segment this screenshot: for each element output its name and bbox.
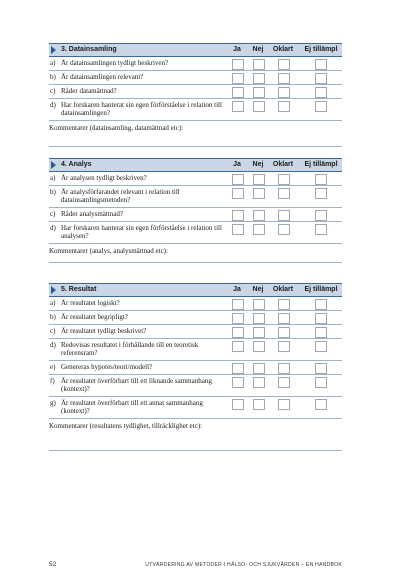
- section-title: 5. Resultat: [61, 285, 97, 293]
- checkbox-nej[interactable]: [253, 363, 265, 374]
- checkbox-ja[interactable]: [232, 87, 244, 98]
- question-label: c): [50, 87, 56, 95]
- comment-label: Kommentarer (datainsamling, datamättnad etc):: [49, 124, 184, 132]
- column-ja: Ja: [233, 285, 241, 293]
- question-text: Har forskaren hanterat sin egen förförståelse i relation till analysen?: [61, 224, 222, 240]
- checkbox-nej[interactable]: [253, 327, 265, 338]
- question-label: d): [50, 341, 56, 349]
- question-label: b): [50, 73, 56, 81]
- question-label: a): [50, 299, 56, 307]
- checkbox-oklart[interactable]: [278, 399, 290, 410]
- question-row: [49, 85, 342, 99]
- checkbox-nej[interactable]: [253, 174, 265, 185]
- question-text: Är resultatet tydligt beskrivet?: [61, 327, 147, 335]
- section-title: 4. Analys: [61, 160, 92, 168]
- checkbox-ej-tillampl[interactable]: [315, 327, 327, 338]
- question-text: Redovisas resultatet i förhållande till en teoretisk referensram?: [61, 341, 199, 357]
- question-row: [49, 339, 342, 361]
- checkbox-oklart[interactable]: [278, 299, 290, 310]
- question-row: [49, 311, 342, 325]
- column-oklart: Oklart: [272, 285, 294, 293]
- checkbox-oklart[interactable]: [278, 59, 290, 70]
- question-text: Är analysförfarandet relevant i relation till datainsamlingsmetoden?: [61, 188, 180, 204]
- page-footer: [49, 561, 342, 571]
- checkbox-ej-tillampl[interactable]: [315, 87, 327, 98]
- checkbox-oklart[interactable]: [278, 174, 290, 185]
- question-label: f): [50, 377, 55, 385]
- question-text: Är resultatet logiskt?: [61, 299, 120, 307]
- comment-field[interactable]: [49, 419, 342, 450]
- checkbox-nej[interactable]: [253, 341, 265, 352]
- checkbox-ja[interactable]: [232, 73, 244, 84]
- question-text: Har forskaren hanterat sin egen förförståelse i relation till datainsamlingen?: [61, 101, 222, 117]
- checkbox-ej-tillampl[interactable]: [315, 363, 327, 374]
- comment-label: Kommentarer (analys, analysmättnad etc):: [49, 247, 168, 255]
- checkbox-ej-tillampl[interactable]: [315, 377, 327, 388]
- question-row: [49, 186, 342, 208]
- column-ej-tillampl: Ej tillämpl: [304, 45, 338, 53]
- checkbox-nej[interactable]: [253, 87, 265, 98]
- checkbox-oklart[interactable]: [278, 313, 290, 324]
- question-row: [49, 57, 342, 71]
- question-label: b): [50, 188, 56, 196]
- column-ja: Ja: [233, 45, 241, 53]
- checkbox-ja[interactable]: [232, 299, 244, 310]
- section-analys: [49, 158, 342, 263]
- checkbox-oklart[interactable]: [278, 210, 290, 221]
- comment-line: [49, 450, 342, 451]
- checkbox-nej[interactable]: [253, 188, 265, 199]
- question-row: [49, 325, 342, 339]
- checkbox-ja[interactable]: [232, 188, 244, 199]
- checkbox-oklart[interactable]: [278, 188, 290, 199]
- checkbox-ej-tillampl[interactable]: [315, 313, 327, 324]
- checkbox-oklart[interactable]: [278, 341, 290, 352]
- checkbox-nej[interactable]: [253, 101, 265, 112]
- column-ej-tillampl: Ej tillämpl: [304, 160, 338, 168]
- checkbox-ej-tillampl[interactable]: [315, 174, 327, 185]
- book-title: UTVÄRDERING AV METODER I HÄLSO- OCH SJUKVÅRDEN – EN HANDBOK: [145, 562, 342, 568]
- checkbox-ej-tillampl[interactable]: [315, 299, 327, 310]
- question-row: [49, 208, 342, 222]
- checkbox-ja[interactable]: [232, 313, 244, 324]
- arrow-right-icon: [51, 161, 56, 169]
- checkbox-ja[interactable]: [232, 210, 244, 221]
- checkbox-oklart[interactable]: [278, 327, 290, 338]
- column-oklart: Oklart: [272, 45, 294, 53]
- checkbox-ja[interactable]: [232, 174, 244, 185]
- column-nej: Nej: [252, 285, 264, 293]
- column-nej: Nej: [252, 45, 264, 53]
- question-label: b): [50, 313, 56, 321]
- section-datainsamling: [49, 43, 342, 147]
- question-row: [49, 71, 342, 85]
- question-label: a): [50, 59, 56, 67]
- question-text: Är datainsamlingen tydligt beskriven?: [61, 59, 169, 67]
- column-ej-tillampl: Ej tillämpl: [304, 285, 338, 293]
- comment-line: [49, 146, 342, 147]
- checkbox-oklart[interactable]: [278, 224, 290, 235]
- question-label: c): [50, 210, 56, 218]
- question-text: Är datainsamlingen relevant?: [61, 73, 144, 81]
- checkbox-ej-tillampl[interactable]: [315, 59, 327, 70]
- checkbox-oklart[interactable]: [278, 101, 290, 112]
- checkbox-ej-tillampl[interactable]: [315, 210, 327, 221]
- column-nej: Nej: [252, 160, 264, 168]
- column-oklart: Oklart: [272, 160, 294, 168]
- checkbox-nej[interactable]: [253, 299, 265, 310]
- column-ja: Ja: [233, 160, 241, 168]
- question-row: [49, 397, 342, 419]
- question-text: Råder analysmättnad?: [61, 210, 124, 218]
- section-header: [49, 158, 342, 172]
- checkbox-ja[interactable]: [232, 327, 244, 338]
- checkbox-nej[interactable]: [253, 313, 265, 324]
- question-text: Råder datamättnad?: [61, 87, 117, 95]
- question-row: [49, 222, 342, 244]
- checkbox-ej-tillampl[interactable]: [315, 341, 327, 352]
- question-text: Är analysen tydligt beskriven?: [61, 174, 147, 182]
- comment-line: [49, 262, 342, 263]
- question-text: Genereras hypotes/teori/modell?: [61, 363, 153, 371]
- checkbox-nej[interactable]: [253, 59, 265, 70]
- comment-field[interactable]: [49, 121, 342, 146]
- checkbox-oklart[interactable]: [278, 363, 290, 374]
- comment-field[interactable]: [49, 244, 342, 262]
- comment-label: Kommentarer (resultatens tydlighet, tillräcklighet etc):: [49, 422, 202, 430]
- checkbox-ej-tillampl[interactable]: [315, 101, 327, 112]
- section-header: [49, 283, 342, 297]
- checkbox-nej[interactable]: [253, 224, 265, 235]
- checkbox-oklart[interactable]: [278, 73, 290, 84]
- arrow-right-icon: [51, 286, 56, 294]
- question-label: c): [50, 327, 56, 335]
- checkbox-nej[interactable]: [253, 377, 265, 388]
- checkbox-ej-tillampl[interactable]: [315, 73, 327, 84]
- checkbox-ej-tillampl[interactable]: [315, 224, 327, 235]
- question-label: e): [50, 363, 56, 371]
- checkbox-ja[interactable]: [232, 59, 244, 70]
- section-title: 3. Datainsamling: [61, 45, 117, 53]
- question-row: [49, 172, 342, 186]
- question-row: [49, 297, 342, 311]
- checkbox-ej-tillampl[interactable]: [315, 188, 327, 199]
- checkbox-ej-tillampl[interactable]: [315, 399, 327, 410]
- checkbox-oklart[interactable]: [278, 87, 290, 98]
- checkbox-ja[interactable]: [232, 224, 244, 235]
- question-text: Är resultatet överförbart till ett liknande sammanhang (kontext)?: [61, 377, 212, 393]
- question-label: d): [50, 224, 56, 232]
- checkbox-nej[interactable]: [253, 399, 265, 410]
- question-label: g): [50, 399, 56, 407]
- page-number: 52: [49, 561, 57, 568]
- question-label: d): [50, 101, 56, 109]
- checkbox-ja[interactable]: [232, 101, 244, 112]
- section-header: [49, 43, 342, 57]
- checkbox-ja[interactable]: [232, 341, 244, 352]
- checkbox-ja[interactable]: [232, 399, 244, 410]
- question-text: Är resultatet överförbart till ett annat sammanhang (kontext)?: [61, 399, 203, 415]
- question-row: [49, 375, 342, 397]
- question-label: a): [50, 174, 56, 182]
- checkbox-ja[interactable]: [232, 377, 244, 388]
- section-resultat: [49, 283, 342, 451]
- checkbox-nej[interactable]: [253, 210, 265, 221]
- question-row: [49, 99, 342, 121]
- question-text: Är resultatet begripligt?: [61, 313, 128, 321]
- arrow-right-icon: [51, 46, 56, 54]
- question-row: [49, 361, 342, 375]
- checkbox-ja[interactable]: [232, 363, 244, 374]
- checkbox-nej[interactable]: [253, 73, 265, 84]
- checkbox-oklart[interactable]: [278, 377, 290, 388]
